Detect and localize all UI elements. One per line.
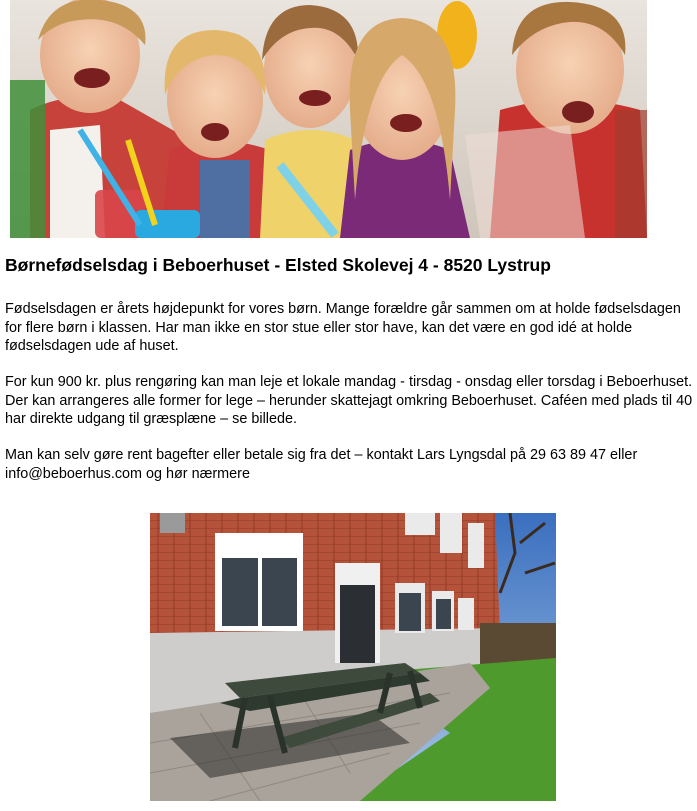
paragraph-price: For kun 900 kr. plus rengøring kan man leje et lokale mandag - tirsdag - onsdag eller torsdag i Beboerhuset. Der kan arrangeres alle former for lege – herunder skattejagt omkring Beboerhuset. Caféen med plads til 40 har direkte udgang til græsplæne – se billede. <box>5 374 693 427</box>
building-terrace-image <box>150 513 556 801</box>
hero-image-children-party <box>10 0 647 238</box>
page-title: Børnefødselsdag i Beboerhuset - Elsted Skolevej 4 - 8520 Lystrup <box>5 255 551 275</box>
paragraph-intro: Fødselsdagen er årets højdepunkt for vores børn. Mange forældre går sammen om at holde fødselsdagen for flere børn i klassen. Har man ikke en stor stue eller stor have, kan det være en god idé at holde fødselsdagen ude af huset. <box>5 301 681 354</box>
paragraph-contact: Man kan selv gøre rent bagefter eller betale sig fra det – kontakt Lars Lyngsdal på 29 63 89 47 eller info@beboerhus.com og hør nærmere <box>5 447 638 482</box>
